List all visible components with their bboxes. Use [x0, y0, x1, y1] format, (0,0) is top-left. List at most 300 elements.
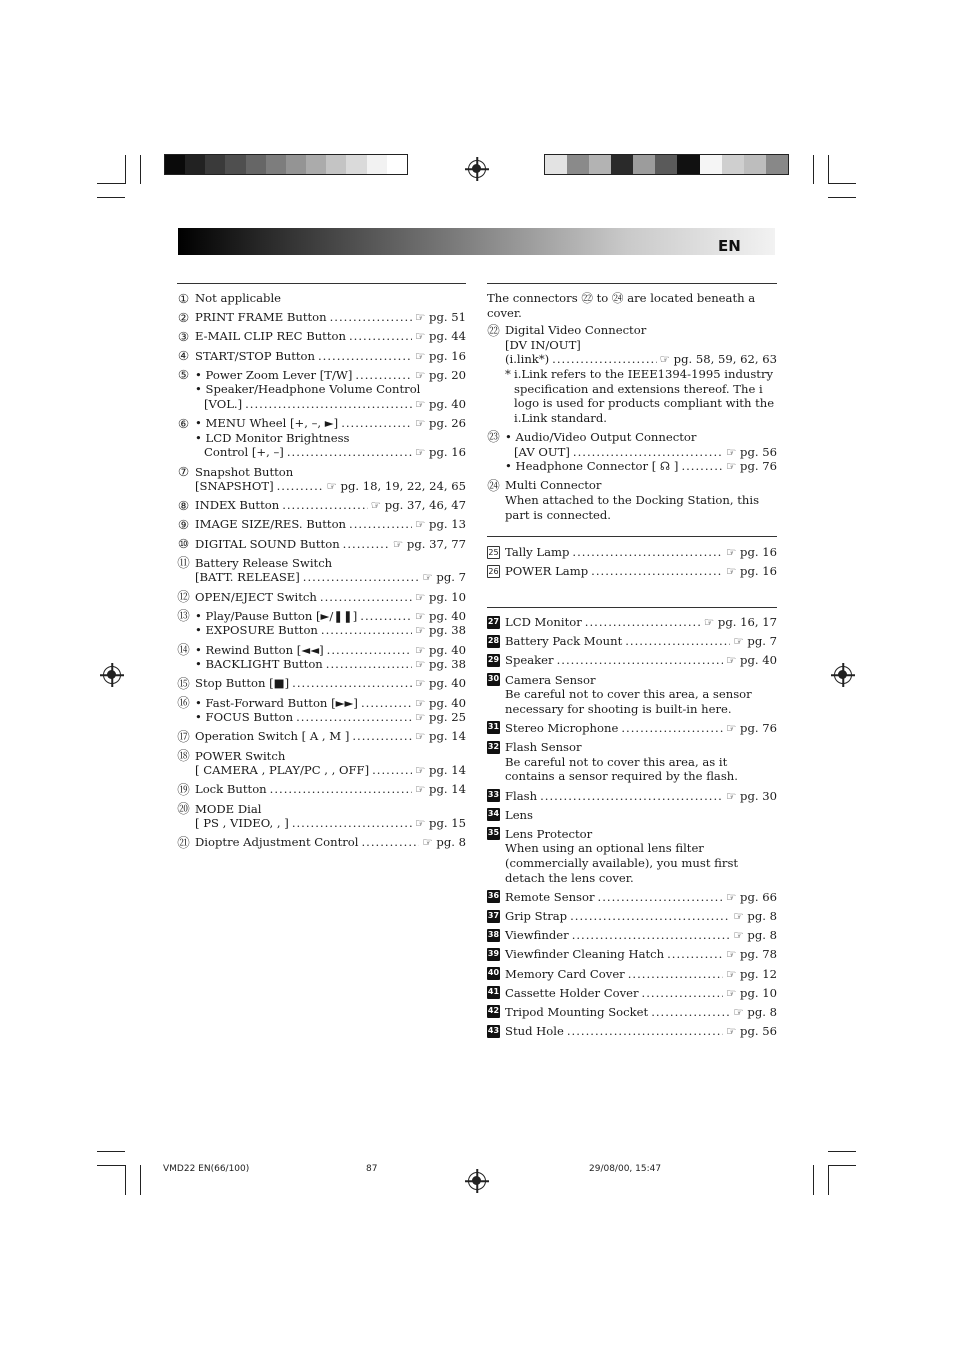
registration-mark-icon [468, 1172, 486, 1190]
part-label: Battery Pack Mount [505, 634, 623, 649]
part-number-badge: ⑰ [177, 728, 190, 744]
crop-mark [125, 155, 126, 184]
page-reference: ☞ pg. 13 [414, 517, 466, 532]
right-column-rule [487, 536, 777, 537]
crop-mark [125, 1165, 126, 1195]
part-line [195, 310, 466, 325]
part-entry [177, 416, 466, 460]
gray-swatch [744, 155, 766, 174]
part-line [505, 967, 777, 982]
part-number-badge: ㉓ [487, 429, 500, 445]
part-line [195, 498, 466, 513]
page-reference: ☞ pg. 8 [733, 928, 777, 943]
dot-leader [572, 545, 723, 560]
part-line [505, 634, 777, 649]
crop-mark [97, 197, 125, 198]
part-line [195, 291, 466, 306]
part-entry [487, 721, 777, 736]
part-label: LCD Monitor [505, 615, 582, 629]
part-entry [177, 291, 466, 306]
dot-leader [362, 835, 420, 850]
gray-swatch [722, 155, 744, 174]
dot-leader [573, 445, 723, 460]
part-label: Memory Card Cover [505, 966, 625, 981]
part-line [195, 479, 466, 494]
page-reference: ☞ pg. 40 [414, 608, 466, 623]
part-line [505, 545, 777, 560]
page-reference: ☞ pg. 58, 59, 62, 63 [659, 352, 777, 367]
gray-swatch [700, 155, 722, 174]
gray-swatch [589, 155, 611, 174]
gray-swatch [165, 155, 185, 174]
page-reference: ☞ pg. 37, 77 [392, 536, 466, 551]
gray-swatch [387, 155, 407, 174]
part-number-badge: 35 [487, 827, 500, 840]
part-line [195, 397, 466, 412]
gray-swatch [545, 155, 567, 174]
part-line [195, 749, 466, 764]
part-line [505, 673, 777, 688]
part-entry [487, 740, 777, 784]
part-line [195, 782, 466, 797]
part-entry [177, 802, 466, 831]
part-label: Stereo Microphone [505, 720, 619, 735]
part-entry [487, 947, 777, 962]
part-line [505, 909, 777, 924]
part-label: Viewfinder [505, 928, 569, 943]
page-reference: ☞ pg. 76 [725, 459, 777, 474]
page-reference: ☞ pg. 15 [414, 816, 466, 831]
part-number-badge: 37 [487, 910, 500, 923]
gray-swatch [306, 155, 326, 174]
page-reference: ☞ pg. 10 [414, 589, 466, 604]
part-entry [487, 808, 777, 823]
page-reference: ☞ pg. 40 [725, 653, 777, 668]
part-note: Be careful not to cover this area, as it contains a sensor required by the flash. [505, 754, 738, 784]
part-number-badge: ㉒ [487, 322, 500, 338]
part-number-badge: 28 [487, 635, 500, 648]
page-reference: ☞ pg. 26 [414, 416, 466, 431]
part-label: Stop Button [■] [195, 676, 290, 691]
gray-swatch [655, 155, 677, 174]
part-number-badge: ⑬ [177, 608, 190, 624]
crop-mark [813, 155, 814, 184]
page-reference: ☞ pg. 44 [414, 329, 466, 344]
dot-leader [303, 570, 420, 585]
part-line [195, 465, 466, 480]
part-note: Be careful not to cover this area, a sensor necessary for shooting is built-in here. [505, 687, 752, 716]
page-reference: ☞ pg. 12 [725, 966, 777, 981]
part-line [195, 431, 466, 446]
page-reference: ☞ pg. 40 [414, 676, 466, 691]
part-line [505, 890, 777, 905]
registration-mark-icon [468, 160, 486, 178]
crop-mark [828, 1165, 829, 1195]
footer-file-name: VMD22 EN(66/100) [163, 1164, 250, 1174]
part-number-badge: ⑫ [177, 589, 190, 605]
part-line [195, 643, 466, 658]
asterisk: * [505, 366, 511, 381]
part-entry [487, 967, 777, 982]
part-label: • FOCUS Button [195, 710, 294, 725]
part-label: • Speaker/Headphone Volume Control [195, 382, 421, 397]
page-reference: ☞ pg. 14 [414, 729, 466, 744]
part-label: Multi Connector [505, 478, 602, 493]
part-note: When attached to the Docking Station, this part is connected. [505, 492, 760, 522]
dot-leader [326, 657, 412, 672]
part-number-badge: ⑤ [177, 367, 190, 383]
part-number-badge: 39 [487, 948, 500, 961]
dot-leader [625, 634, 730, 649]
part-label: • Audio/Video Output Connector [505, 429, 697, 444]
page-reference: ☞ pg. 16 [414, 445, 466, 460]
dot-leader [585, 615, 701, 630]
part-line [195, 816, 466, 831]
crop-mark [140, 155, 141, 184]
part-number-badge: 30 [487, 673, 500, 686]
dot-leader [570, 909, 730, 924]
dot-leader [296, 710, 412, 725]
connectors-intro: The connectors ㉒ to ㉔ are located beneath a cover. [487, 291, 756, 320]
dot-leader [330, 310, 412, 325]
part-label: Lens [505, 807, 533, 822]
footer-date: 29/08/00, 15:47 [589, 1164, 662, 1174]
part-line [195, 329, 466, 344]
page-reference: ☞ pg. 51 [414, 310, 466, 325]
part-label: [ CAMERA , PLAY/PC , , OFF] [195, 763, 370, 778]
part-line [195, 802, 466, 817]
page-reference: ☞ pg. 30 [725, 788, 777, 803]
dot-leader [245, 397, 412, 412]
part-number-badge: ⑥ [177, 415, 190, 431]
footnote-text: i.Link refers to the IEEE1394-1995 industry specification and extensions thereof. The i logo is used for products compliant with the i.Link standard. [514, 366, 775, 425]
part-line [505, 1005, 777, 1020]
part-number-badge: ⑯ [177, 695, 190, 711]
page-reference: ☞ pg. 16 [725, 564, 777, 579]
part-number-badge: ⑱ [177, 748, 190, 764]
part-line [195, 623, 466, 638]
part-entry [487, 1005, 777, 1020]
part-line [505, 352, 777, 367]
part-number-badge: 33 [487, 789, 500, 802]
part-entry [177, 556, 466, 585]
part-line [505, 459, 777, 474]
page-reference: ☞ pg. 76 [725, 720, 777, 735]
part-number-badge: 38 [487, 929, 500, 942]
part-label: PRINT FRAME Button [195, 310, 327, 325]
crop-mark [97, 183, 125, 184]
gray-swatch [346, 155, 366, 174]
part-entry [487, 890, 777, 905]
part-entry [177, 349, 466, 364]
gray-swatch [367, 155, 387, 174]
page-reference: ☞ pg. 38 [414, 657, 466, 672]
dot-leader [318, 349, 412, 364]
left-column-rule [177, 283, 466, 284]
part-label: DIGITAL SOUND Button [195, 536, 340, 551]
part-label: [VOL.] [204, 396, 243, 411]
gray-swatch [286, 155, 306, 174]
gray-scale-bar-left [164, 154, 408, 175]
part-entry [177, 368, 466, 412]
lamps-list [487, 545, 777, 583]
part-line [195, 590, 466, 605]
part-entry [487, 789, 777, 804]
part-number-badge: ㉔ [487, 477, 500, 493]
part-label: Viewfinder Cleaning Hatch [505, 947, 665, 962]
part-label: OPEN/EJECT Switch [195, 589, 317, 604]
page-reference: ☞ pg. 16, 17 [703, 615, 777, 629]
part-label: START/STOP Button [195, 348, 315, 363]
part-entry [487, 430, 777, 474]
part-label: Snapshot Button [195, 464, 294, 479]
part-number-badge: 42 [487, 1005, 500, 1018]
part-line [195, 657, 466, 672]
part-number-badge: ㉑ [177, 834, 190, 850]
part-line [505, 928, 777, 943]
part-entry [487, 1024, 777, 1039]
part-line [505, 986, 777, 1001]
part-entry [177, 465, 466, 494]
part-number-badge: ⑲ [177, 781, 190, 797]
part-label: Tripod Mounting Socket [505, 1004, 649, 1019]
part-line [505, 338, 777, 353]
page-reference: ☞ pg. 18, 19, 22, 24, 65 [326, 479, 466, 494]
dot-leader [621, 721, 723, 736]
dot-leader [557, 653, 723, 668]
part-note: When using an optional lens filter (commercially available), you must first detach the lens cover. [505, 841, 739, 885]
part-line [195, 445, 466, 460]
part-entry [487, 634, 777, 649]
part-label: MODE Dial [195, 801, 262, 816]
gray-swatch [326, 155, 346, 174]
part-label: [SNAPSHOT] [195, 479, 274, 494]
page-reference: ☞ pg. 78 [725, 947, 777, 962]
part-line [505, 615, 777, 630]
part-entry [177, 782, 466, 797]
part-label: Not applicable [195, 291, 282, 305]
part-label: Lock Button [195, 782, 267, 797]
part-label: • BACKLIGHT Button [195, 657, 323, 672]
part-entry [177, 676, 466, 691]
page-reference: ☞ pg. 8 [733, 909, 777, 924]
part-line [195, 763, 466, 778]
page-reference: ☞ pg. 8 [733, 1004, 777, 1019]
part-number-badge: 34 [487, 808, 500, 821]
part-line [505, 430, 777, 445]
dot-leader [320, 590, 412, 605]
part-line [195, 729, 466, 744]
part-line [505, 789, 777, 804]
crop-mark [828, 1151, 856, 1152]
crop-mark [140, 1165, 141, 1195]
dot-leader [651, 1005, 730, 1020]
part-label: Stud Hole [505, 1024, 564, 1039]
part-line [195, 710, 466, 725]
part-entry [177, 310, 466, 325]
dot-leader [591, 564, 723, 579]
footer-page-number: 87 [366, 1164, 378, 1174]
part-entry [487, 545, 777, 560]
part-line [195, 382, 466, 397]
dot-leader [277, 479, 324, 494]
part-number-badge: ① [177, 290, 190, 306]
part-label: Flash Sensor [505, 740, 582, 755]
registration-mark-icon [103, 666, 121, 684]
part-number-badge: 31 [487, 721, 500, 734]
part-entry [487, 673, 777, 717]
gray-swatch [611, 155, 633, 174]
part-entry [177, 835, 466, 850]
page-reference: ☞ pg. 25 [414, 710, 466, 725]
dot-leader [642, 986, 723, 1001]
dot-leader [572, 928, 731, 943]
dot-leader [349, 329, 412, 344]
crop-mark [97, 1165, 125, 1166]
part-number-badge: 29 [487, 654, 500, 667]
part-number-badge: 32 [487, 741, 500, 754]
part-entry [177, 609, 466, 638]
connectors-list [487, 291, 777, 527]
part-label: Camera Sensor [505, 672, 596, 687]
page-reference: ☞ pg. 16 [414, 348, 466, 363]
part-label: Lens Protector [505, 826, 593, 841]
part-entry [487, 323, 777, 425]
part-label: INDEX Button [195, 498, 280, 513]
part-line [505, 478, 777, 493]
part-line [195, 835, 466, 850]
registration-mark-icon [834, 666, 852, 684]
part-line [195, 609, 466, 624]
page-reference: ☞ pg. 56 [725, 444, 777, 459]
page-reference: ☞ pg. 40 [414, 396, 466, 411]
crop-mark [97, 1151, 125, 1152]
dot-leader [349, 517, 412, 532]
part-line [195, 676, 466, 691]
part-label: Digital Video Connector [505, 323, 647, 338]
part-label: [BATT. RELEASE] [195, 570, 300, 585]
part-label: • EXPOSURE Button [195, 623, 318, 638]
part-label: • MENU Wheel [+, –, ►] [195, 416, 339, 431]
gray-swatch [633, 155, 655, 174]
page-reference: ☞ pg. 10 [725, 985, 777, 1000]
gray-swatch [246, 155, 266, 174]
gray-swatch [225, 155, 245, 174]
dot-leader [361, 696, 412, 711]
dot-leader [598, 890, 723, 905]
part-entry [177, 590, 466, 605]
part-entry [487, 653, 777, 668]
part-line [505, 808, 777, 823]
page-reference: ☞ pg. 66 [725, 889, 777, 904]
dot-leader [360, 609, 412, 624]
dot-leader [327, 643, 412, 658]
part-label: Operation Switch [ A , M ] [195, 729, 350, 744]
part-line [195, 570, 466, 585]
part-label: Remote Sensor [505, 889, 595, 904]
part-line [505, 445, 777, 460]
part-line [505, 740, 777, 755]
page-reference: ☞ pg. 56 [725, 1024, 777, 1039]
gray-swatch [677, 155, 699, 174]
part-number-badge: 26 [488, 566, 499, 576]
part-entry [177, 696, 466, 725]
part-number-badge: ⑪ [177, 555, 190, 571]
dot-leader [341, 416, 412, 431]
part-number-badge: 41 [487, 986, 500, 999]
gray-swatch [185, 155, 205, 174]
part-number-badge: ⑦ [177, 464, 190, 479]
dot-leader [628, 967, 723, 982]
part-entry [177, 643, 466, 672]
dot-leader [540, 789, 723, 804]
crop-mark [828, 183, 856, 184]
page-reference: ☞ pg. 14 [414, 763, 466, 778]
dot-leader [343, 537, 390, 552]
part-label: Battery Release Switch [195, 555, 333, 570]
part-line [505, 653, 777, 668]
page-reference: ☞ pg. 14 [414, 782, 466, 797]
part-label: [ PS , VIDEO, , ] [195, 816, 289, 831]
right-column-rule [487, 283, 777, 284]
dot-leader [552, 352, 656, 367]
part-line [195, 416, 466, 431]
page-reference: ☞ pg. 40 [414, 642, 466, 657]
dot-leader [292, 816, 412, 831]
part-number-badge: 43 [487, 1025, 500, 1038]
dot-leader [282, 498, 368, 513]
part-entry [177, 498, 466, 513]
part-label: Control [+, –] [204, 445, 284, 460]
gray-swatch [205, 155, 225, 174]
part-label: Cassette Holder Cover [505, 985, 639, 1000]
page-reference: ☞ pg. 20 [414, 367, 466, 382]
crop-mark [828, 155, 829, 184]
part-number-badge: ⑮ [177, 675, 190, 691]
part-number-badge: 40 [487, 967, 500, 980]
dot-leader [567, 1024, 723, 1039]
page-reference: ☞ pg. 16 [725, 545, 777, 559]
part-entry [487, 615, 777, 630]
part-label: (i.link*) [505, 352, 550, 367]
gray-scale-bar-right [544, 154, 789, 175]
part-label: Dioptre Adjustment Control [195, 835, 359, 850]
part-label: • Rewind Button [◄◄] [195, 642, 324, 657]
crop-mark [828, 1165, 856, 1166]
header-gradient-band [178, 228, 775, 255]
part-label: • Headphone Connector [ ☊ ] [505, 459, 679, 474]
dot-leader [667, 947, 723, 962]
part-number-badge: ⑳ [177, 801, 190, 816]
dot-leader [372, 763, 412, 778]
left-parts-list [177, 291, 466, 854]
part-line [195, 349, 466, 364]
part-line [505, 1024, 777, 1039]
right-column-rule [487, 607, 777, 608]
dot-leader [292, 676, 412, 691]
part-entry [177, 517, 466, 532]
part-entry [487, 928, 777, 943]
part-number-badge: 27 [487, 616, 500, 629]
part-line [505, 564, 777, 579]
part-number-badge: ⑨ [177, 516, 190, 532]
dot-leader [355, 368, 412, 383]
rear-parts-list [487, 615, 777, 1043]
part-entry [487, 827, 777, 885]
part-line [505, 827, 777, 842]
part-label: • Play/Pause Button [►/❚❚] [195, 608, 358, 623]
dot-leader [352, 729, 412, 744]
